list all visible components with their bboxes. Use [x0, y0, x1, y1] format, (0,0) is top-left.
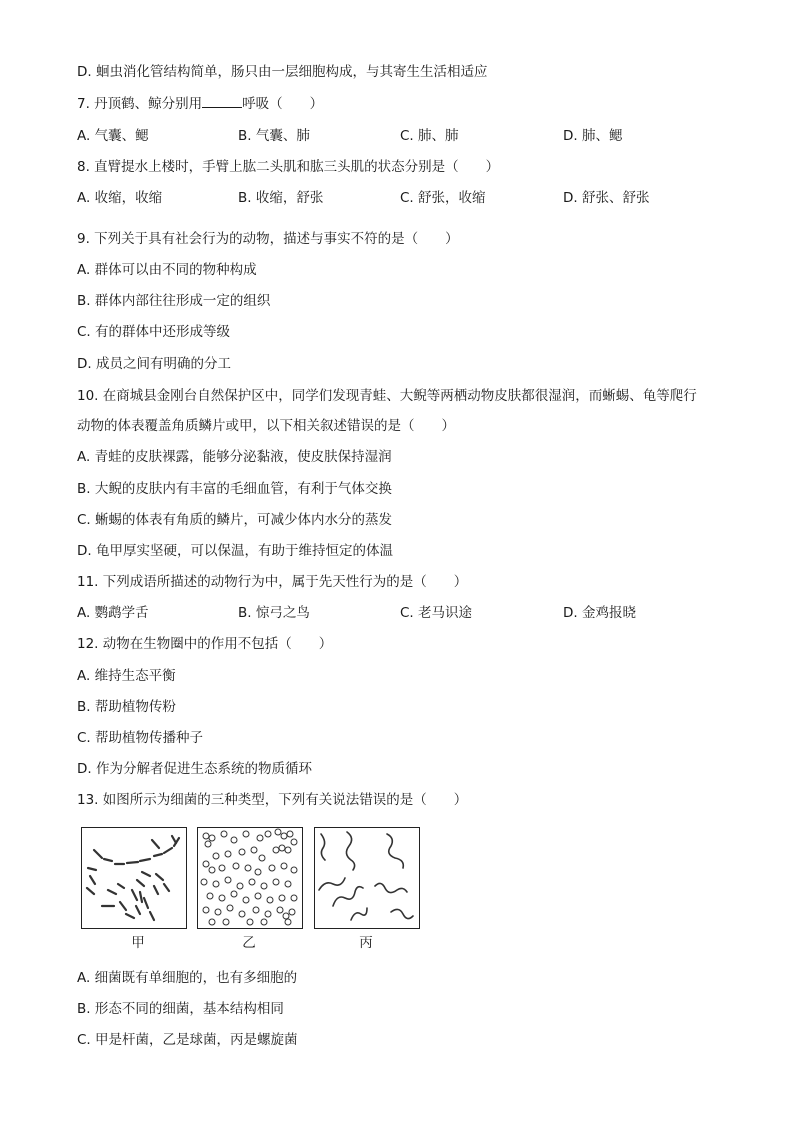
- q10-option-a: A. 青蛙的皮肤裸露，能够分泌黏液，使皮肤保持湿润: [77, 449, 392, 465]
- q13-option-b: B. 形态不同的细菌，基本结构相同: [77, 1001, 284, 1017]
- q12-option-a: A. 维持生态平衡: [77, 668, 176, 684]
- q8-option-a: A. 收缩，收缩: [77, 190, 163, 206]
- q11-option-c: C. 老马识途: [400, 605, 473, 621]
- q12-option-b: B. 帮助植物传粉: [77, 699, 176, 715]
- q7-option-b: B. 气囊、肺: [238, 128, 310, 144]
- q7-option-c: C. 肺、肺: [400, 128, 459, 144]
- q11-option-d: D. 金鸡报晓: [563, 605, 636, 621]
- q13-option-a: A. 细菌既有单细胞的，也有多细胞的: [77, 970, 298, 986]
- q7-fill-blank: [202, 95, 242, 108]
- figure-label-bing: 丙: [359, 935, 373, 951]
- q9-option-a: A. 群体可以由不同的物种构成: [77, 262, 257, 278]
- q7-stem: [77, 95, 323, 113]
- q11-option-b: B. 惊弓之鸟: [238, 605, 310, 621]
- q12-option-c: C. 帮助植物传播种子: [77, 730, 204, 746]
- figure-label-jia: 甲: [131, 935, 145, 951]
- q12-option-d: D. 作为分解者促进生态系统的物质循环: [77, 761, 312, 777]
- q10-stem-line2: 动物的体表覆盖角质鳞片或甲，以下相关叙述错误的是（ ）: [77, 418, 455, 434]
- rod-bacteria-drawing: [82, 828, 186, 928]
- q9-option-c: C. 有的群体中还形成等级: [77, 324, 231, 340]
- q10-option-d: D. 龟甲厚实坚硬，可以保温，有助于维持恒定的体温: [77, 543, 393, 559]
- q8-option-b: B. 收缩，舒张: [238, 190, 324, 206]
- q9-option-d: D. 成员之间有明确的分工: [77, 356, 231, 372]
- q9-option-b: B. 群体内部往往形成一定的组织: [77, 293, 271, 309]
- q8-stem: 8. 直臂提水上楼时，手臂上肱二头肌和肱三头肌的状态分别是（ ）: [77, 159, 500, 175]
- q11-stem: 11. 下列成语所描述的动物行为中，属于先天性行为的是（ ）: [77, 574, 468, 590]
- bacteria-figure-yi: [197, 827, 303, 929]
- q9-stem: 9. 下列关于具有社会行为的动物，描述与事实不符的是（ ）: [77, 231, 459, 247]
- spiral-bacteria-drawing: [315, 828, 419, 928]
- q10-option-b: B. 大鲵的皮肤内有丰富的毛细血管，有利于气体交换: [77, 481, 392, 497]
- figure-label-yi: 乙: [242, 935, 256, 951]
- q13-option-c: C. 甲是杆菌，乙是球菌，丙是螺旋菌: [77, 1032, 298, 1048]
- q7-stem-before: 7. 丹顶鹤、鲸分别用: [77, 96, 203, 112]
- q10-option-c: C. 蜥蜴的体表有角质的鳞片，可减少体内水分的蒸发: [77, 512, 393, 528]
- coccus-bacteria-drawing: [198, 828, 302, 928]
- q11-option-a: A. 鹦鹉学舌: [77, 605, 149, 621]
- q10-stem-line1: 10. 在商城县金刚台自然保护区中，同学们发现青蛙、大鲵等两栖动物皮肤都很湿润，而蜥蜴、龟等爬行: [77, 388, 697, 404]
- q6-option-d: D. 蛔虫消化管结构简单，肠只由一层细胞构成，与其寄生生活相适应: [77, 64, 488, 80]
- q8-option-c: C. 舒张，收缩: [400, 190, 486, 206]
- q7-stem-after: 呼吸（ ）: [242, 96, 324, 112]
- q7-option-d: D. 肺、鳃: [563, 128, 623, 144]
- bacteria-figure-jia: [81, 827, 187, 929]
- q12-stem: 12. 动物在生物圈中的作用不包括（ ）: [77, 636, 333, 652]
- bacteria-figure-bing: [314, 827, 420, 929]
- q8-option-d: D. 舒张、舒张: [563, 190, 650, 206]
- q13-stem: 13. 如图所示为细菌的三种类型，下列有关说法错误的是（ ）: [77, 792, 468, 808]
- q7-option-a: A. 气囊、鳃: [77, 128, 149, 144]
